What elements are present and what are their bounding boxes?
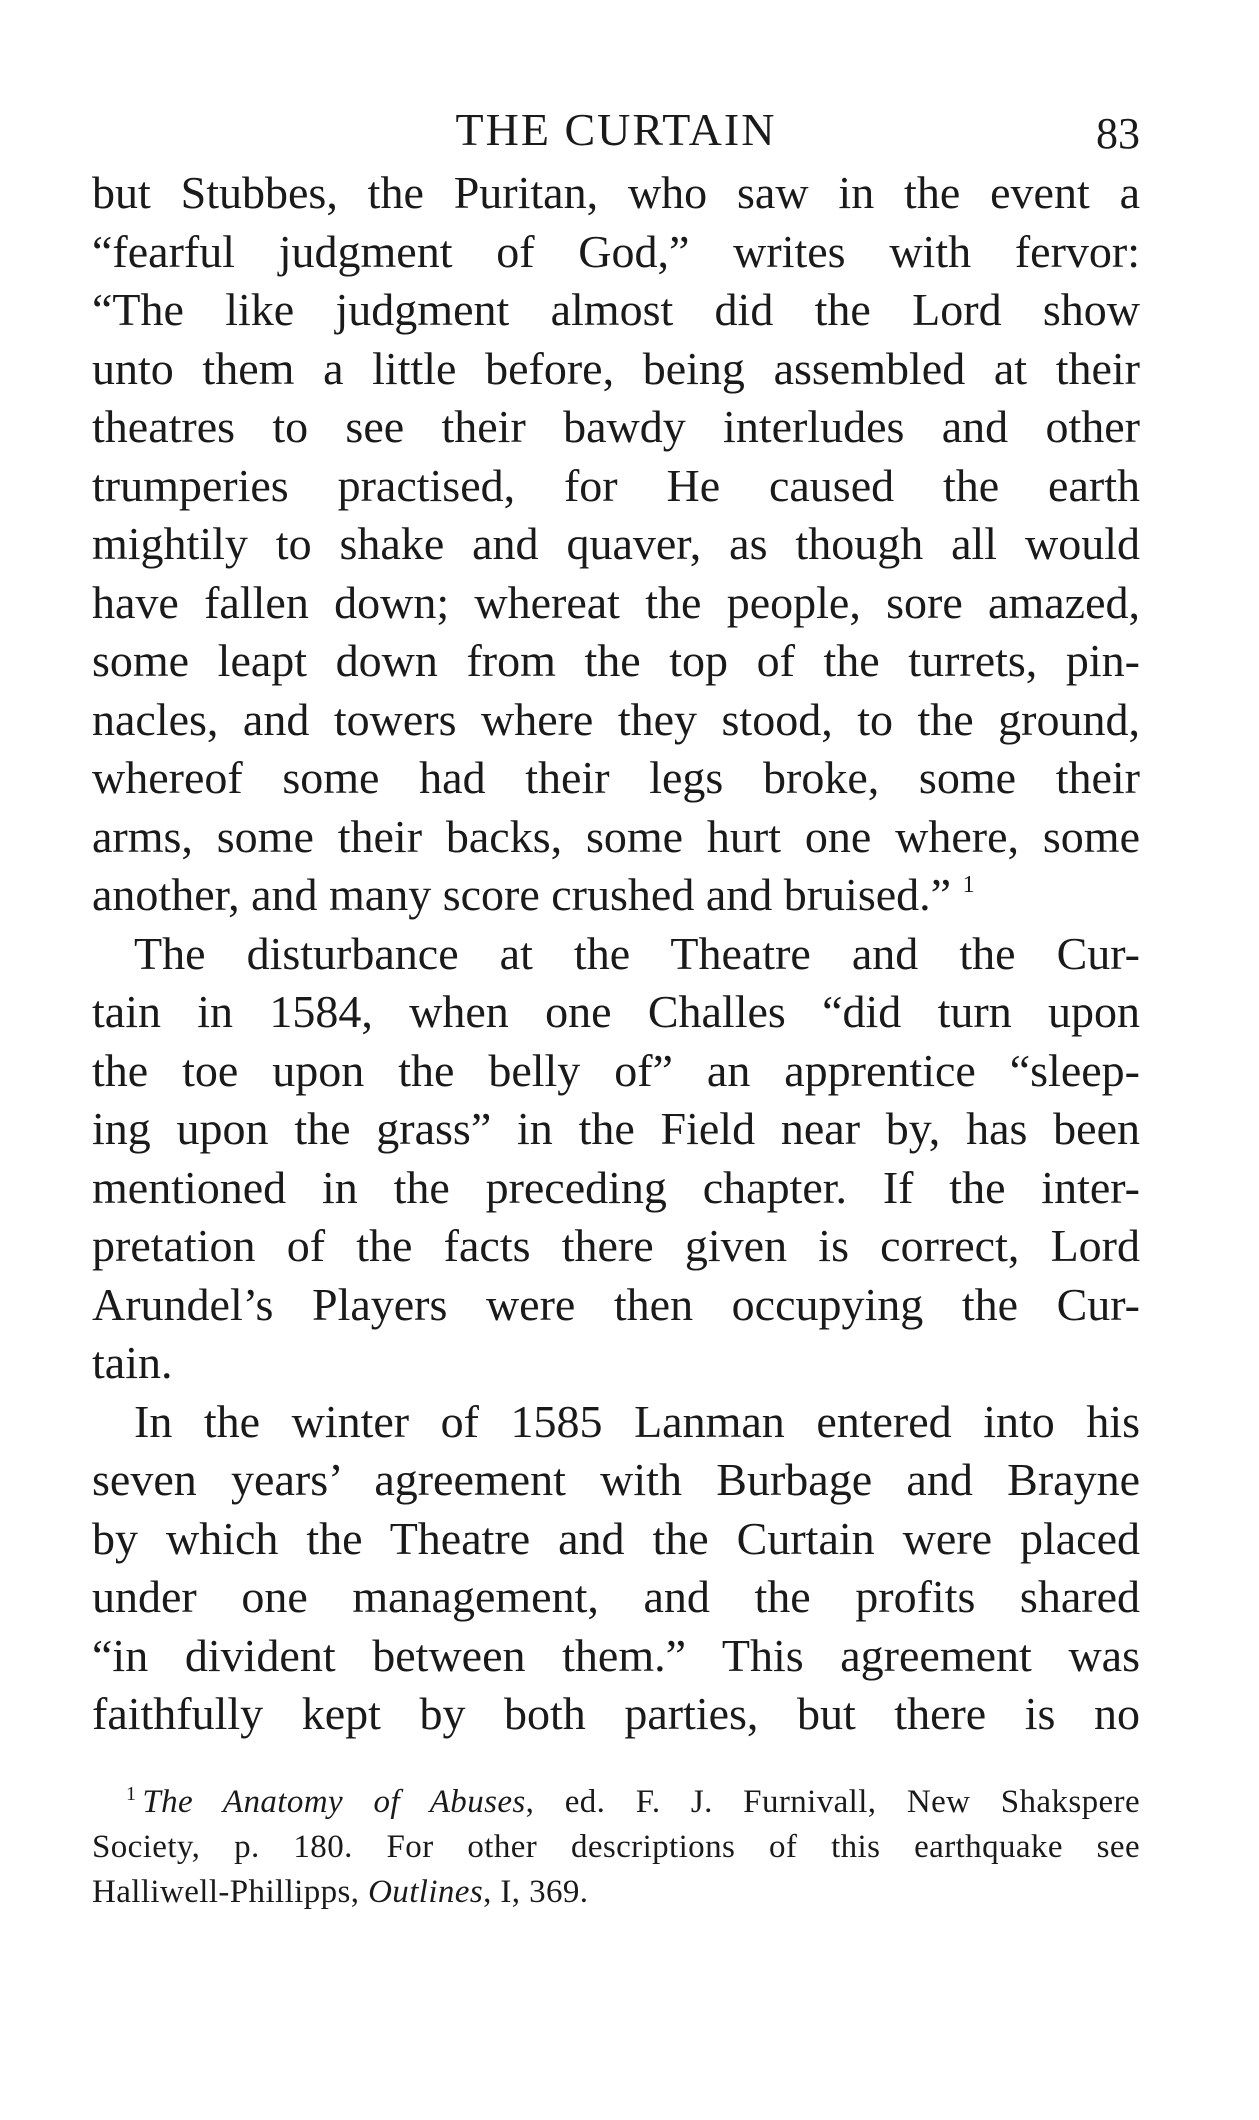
text-line: under one management, and the profits shared [92, 1571, 1140, 1622]
text-line: mentioned in the preceding chapter. If the inter- [92, 1161, 1140, 1213]
text-line: nacles, and towers where they stood, to the ground, [92, 693, 1140, 745]
text-line: In the winter of 1585 Lanman entered into his [134, 1395, 1140, 1447]
book-page [92, 100, 1140, 1915]
text-line: Arundel’s Players were then occupying the Cur- [92, 1278, 1140, 1330]
text-line: tain in 1584, when one Challes “did turn upon [92, 986, 1140, 1037]
text-line: have fallen down; whereat the people, sore amazed, [92, 576, 1140, 628]
text-line: “in divident between them.” This agreement was [92, 1629, 1140, 1681]
footnote [92, 1780, 1140, 1915]
text-line: by which the Theatre and the Curtain were placed [92, 1512, 1140, 1564]
text-line: the toe upon the belly of” an apprentice “sleep- [92, 1044, 1140, 1096]
text-line: “fearful judgment of God,” writes with fervor: [92, 225, 1140, 277]
text-line: some leapt down from the top of the turrets, pin- [92, 635, 1140, 686]
text-line [92, 866, 1140, 925]
text-line-content: another, and many score crushed and bruised.” [92, 869, 952, 920]
text-line: faithfully kept by both parties, but there is no [92, 1688, 1140, 1739]
footnote-text: , ed. F. J. Furnivall, New Shakspere [525, 1783, 1140, 1820]
text-line: theatres to see their bawdy interludes and other [92, 401, 1140, 452]
text-line: tain. [92, 1337, 173, 1388]
footnote-line: Society, p. 180. For other descriptions of this earthquake see [92, 1828, 1140, 1865]
footnote-book-title: Outlines [368, 1873, 484, 1910]
text-line: whereof some had their legs broke, some their [92, 752, 1140, 803]
paragraph-2 [92, 925, 1140, 1393]
footnote-book-title: The Anatomy of Abuses [142, 1783, 526, 1820]
text-line: arms, some their backs, some hurt one where, some [92, 810, 1140, 862]
footnote-line [92, 1780, 1140, 1825]
footnote-text: , I, 369. [483, 1873, 589, 1910]
paragraph-1 [92, 164, 1140, 925]
text-line: “The like judgment almost did the Lord show [92, 284, 1140, 335]
footnote-reference: 1 [962, 872, 975, 898]
page-number: 83 [1096, 109, 1140, 158]
text-line: unto them a little before, being assembled at their [92, 342, 1140, 394]
footnote-author: Halliwell-Phillipps, [92, 1873, 369, 1910]
paragraph-3 [92, 1393, 1140, 1744]
text-line: The disturbance at the Theatre and the Cur- [134, 927, 1140, 979]
text-line: pretation of the facts there given is correct, Lord [92, 1220, 1140, 1271]
text-line: ing upon the grass” in the Field near by, has been [92, 1103, 1140, 1154]
footnote-line [92, 1870, 1140, 1915]
running-title: THE CURTAIN [455, 104, 777, 155]
footnote-mark: 1 [126, 1782, 137, 1805]
text-line: but Stubbes, the Puritan, who saw in the event a [92, 167, 1140, 218]
text-line: trumperies practised, for He caused the earth [92, 459, 1140, 511]
text-line: seven years’ agreement with Burbage and Brayne [92, 1454, 1140, 1505]
body-text [92, 164, 1140, 1744]
running-head [92, 100, 1140, 164]
text-line: mightily to shake and quaver, as though all would [92, 518, 1140, 569]
